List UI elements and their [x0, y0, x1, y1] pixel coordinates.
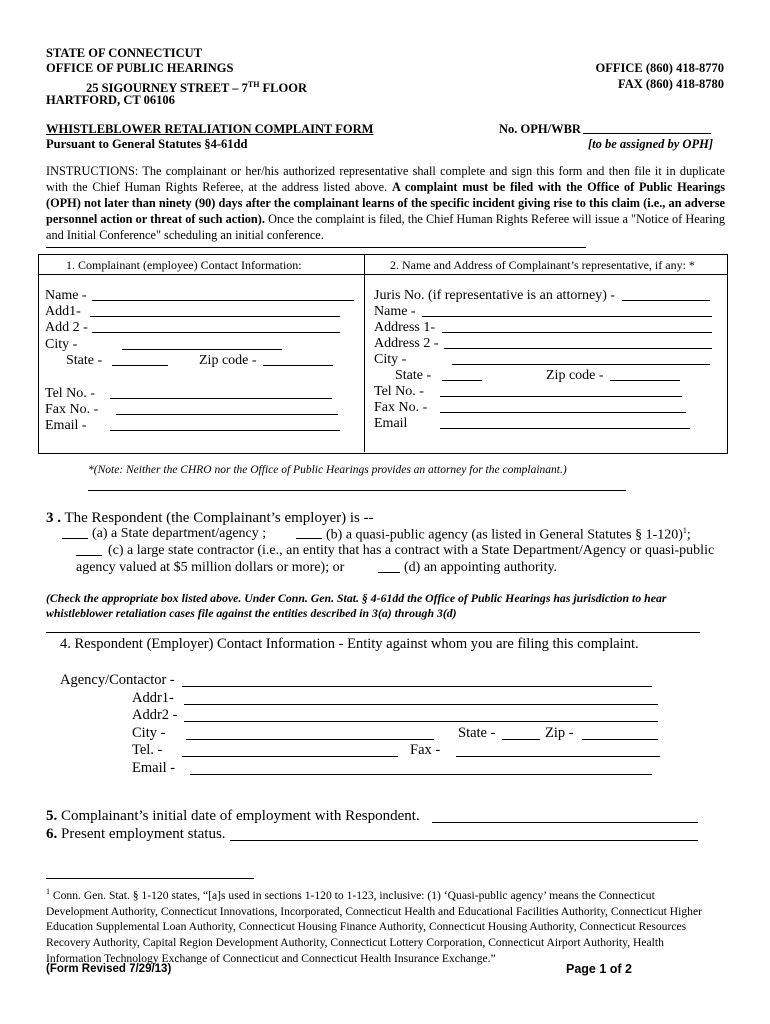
- complainant-add2-field[interactable]: [92, 332, 340, 333]
- respondent-state-field[interactable]: [502, 739, 540, 740]
- complainant-tel-label: Tel No. -: [45, 386, 95, 401]
- respondent-city-label: City -: [132, 725, 166, 741]
- rep-addr2-label: Address 2 -: [374, 336, 439, 351]
- respondent-state-label: State -: [458, 725, 496, 741]
- respondent-tel-label: Tel. -: [132, 742, 163, 758]
- section4-title: 4. Respondent (Employer) Contact Information - Entity against whom you are filing this complaint.: [60, 636, 639, 652]
- option-a-checkbox[interactable]: [62, 538, 88, 539]
- section5-label: 5. Complainant’s initial date of employment with Respondent.: [46, 808, 420, 824]
- option-c-label: (c) a large state contractor (i.e., an entity that has a contract with a State Department/Agency or quasi-public: [108, 543, 715, 558]
- respondent-email-field[interactable]: [190, 774, 652, 775]
- respondent-city-field[interactable]: [186, 739, 434, 740]
- rep-email-label: Email: [374, 416, 408, 431]
- complainant-fax-label: Fax No. -: [45, 402, 99, 417]
- office-phone: OFFICE (860) 418-8770: [595, 61, 724, 75]
- form-subtitle: Pursuant to General Statutes §4-61dd: [46, 137, 248, 151]
- respondent-fax-field[interactable]: [456, 756, 660, 757]
- section3-divider: [46, 632, 700, 633]
- rep-fax-label: Fax No. -: [374, 400, 428, 415]
- check-note-cont: whistleblower retaliation cases file against the entities described in 3(a) through 3(d): [46, 606, 457, 620]
- option-c-label-cont: agency valued at $5 million dollars or more); or: [76, 560, 345, 575]
- option-b-checkbox[interactable]: [296, 538, 322, 539]
- respondent-zip-label: Zip -: [545, 725, 574, 741]
- rep-state-label: State -: [395, 368, 432, 383]
- rep-addr1-label: Address 1-: [374, 320, 436, 335]
- respondent-agency-field[interactable]: [182, 686, 652, 687]
- check-note: (Check the appropriate box listed above. Under Conn. Gen. Stat. § 4-61dd the Office of Public Hearings has jurisdiction to hear: [46, 591, 667, 605]
- option-c-checkbox[interactable]: [76, 555, 102, 556]
- rep-fax-field[interactable]: [440, 412, 686, 413]
- section3-title: 3 . The Respondent (the Complainant’s employer) is --: [46, 510, 374, 526]
- box-divider: [364, 254, 365, 452]
- section1-title: 1. Complainant (employee) Contact Information:: [66, 258, 302, 272]
- rep-addr2-field[interactable]: [444, 348, 712, 349]
- complainant-add1-field[interactable]: [90, 316, 340, 317]
- respondent-fax-label: Fax -: [410, 742, 441, 758]
- rep-zip-label: Zip code -: [546, 368, 604, 383]
- office-street: 25 SIGOURNEY STREET – 7TH FLOOR: [86, 80, 307, 96]
- note-divider: [88, 490, 626, 491]
- rep-tel-label: Tel No. -: [374, 384, 424, 399]
- office-fax: FAX (860) 418-8780: [618, 77, 724, 91]
- page-number: Page 1 of 2: [566, 962, 632, 976]
- rep-name-label: Name -: [374, 304, 416, 319]
- respondent-addr1-field[interactable]: [184, 704, 658, 705]
- respondent-agency-label: Agency/Contactor -: [60, 672, 175, 688]
- option-d-checkbox[interactable]: [378, 572, 400, 573]
- section6-label: 6. Present employment status.: [46, 826, 226, 842]
- respondent-email-label: Email -: [132, 760, 176, 776]
- complainant-city-field[interactable]: [122, 349, 282, 350]
- rep-juris-label: Juris No. (if representative is an attorney) -: [374, 288, 616, 303]
- complainant-add1-label: Add1-: [45, 304, 81, 319]
- rep-email-field[interactable]: [440, 428, 690, 429]
- form-revised: (Form Revised 7/29/13): [46, 963, 172, 975]
- complainant-state-field[interactable]: [112, 365, 168, 366]
- complainant-email-label: Email -: [45, 418, 87, 433]
- option-a-label: (a) a State department/agency ;: [92, 526, 267, 541]
- complainant-state-label: State -: [66, 353, 103, 368]
- complainant-name-label: Name -: [45, 288, 87, 303]
- complainant-add2-label: Add 2 -: [45, 320, 88, 335]
- respondent-addr2-field[interactable]: [184, 721, 658, 722]
- respondent-addr2-label: Addr2 -: [132, 707, 178, 723]
- rep-tel-field[interactable]: [440, 396, 682, 397]
- footnote: $^1$ Conn. Gen. Stat. § 1-120 states, “[a]s used in sections 1-120 to 1-123, inclusive: (1) ‘Quasi-public agency’ means the Connecticut Development Authority, Connecticut Innovations, Incorporated, Connecticut Health and Educational Facilities Authority, Connecticut Higher Education Supplemental Loan Authority, Connecticut Housing Finance Authority, Connecticut Housing Authority, Connecticut Resources Recovery Authority, Capital Region Development Authority, Connecticut Lottery Corporation, Connecticut Airport Authority, Health Information Technology Exchange of Connecticut and Connecticut Health Insurance Exchange.”: [46, 887, 702, 966]
- footnote-rule: [46, 878, 254, 879]
- section2-title: 2. Name and Address of Complainant’s representative, if any: *: [390, 258, 695, 272]
- employment-date-field[interactable]: [432, 822, 698, 823]
- form-number-field[interactable]: [583, 133, 711, 134]
- rep-city-field[interactable]: [452, 364, 710, 365]
- complainant-zip-label: Zip code -: [199, 353, 257, 368]
- complainant-name-field[interactable]: [92, 300, 354, 301]
- box-header-line: [38, 274, 728, 275]
- instructions: INSTRUCTIONS: The complainant or her/his authorized representative shall complete and sign this form and then file it in duplicate with the Chief Human Rights Referee, at the address listed above. A complaint must be filed with the Office of Public Hearings (OPH) not later than ninety (90) days after the complainant learns of the specific incident giving rise to this claim (i.e., an adverse personnel action or threat of such action). Once the complaint is filed, the Chief Human Rights Referee will issue a "Notice of Hearing and Initial Conference" scheduling an initial conference.: [46, 164, 726, 242]
- complainant-fax-field[interactable]: [116, 414, 338, 415]
- state-name: STATE OF CONNECTICUT: [46, 46, 203, 60]
- option-b-label: (b) a quasi-public agency (as listed in General Statutes § 1-120)$^1$;: [326, 526, 691, 543]
- form-title: WHISTLEBLOWER RETALIATION COMPLAINT FORM: [46, 122, 374, 136]
- assigned-note: [to be assigned by OPH]: [588, 137, 713, 151]
- option-d-label: (d) an appointing authority.: [404, 560, 558, 575]
- complainant-zip-field[interactable]: [263, 365, 333, 366]
- complainant-tel-field[interactable]: [110, 398, 332, 399]
- office-city: HARTFORD, CT 06106: [46, 93, 175, 107]
- rep-addr1-field[interactable]: [442, 332, 712, 333]
- complainant-email-field[interactable]: [110, 430, 340, 431]
- rep-state-field[interactable]: [442, 380, 482, 381]
- attorney-note: *(Note: Neither the CHRO nor the Office of Public Hearings provides an attorney for the complainant.): [88, 464, 567, 476]
- respondent-zip-field[interactable]: [582, 739, 658, 740]
- employment-status-field[interactable]: [230, 840, 698, 841]
- rep-city-label: City -: [374, 352, 407, 367]
- rep-zip-field[interactable]: [610, 380, 680, 381]
- respondent-addr1-label: Addr1-: [132, 690, 174, 706]
- office-name: OFFICE OF PUBLIC HEARINGS: [46, 61, 234, 75]
- divider: [46, 247, 586, 248]
- respondent-tel-field[interactable]: [182, 756, 398, 757]
- rep-name-field[interactable]: [422, 316, 712, 317]
- form-number-label: No. OPH/WBR: [499, 122, 581, 136]
- complainant-city-label: City -: [45, 337, 78, 352]
- rep-juris-field[interactable]: [622, 300, 710, 301]
